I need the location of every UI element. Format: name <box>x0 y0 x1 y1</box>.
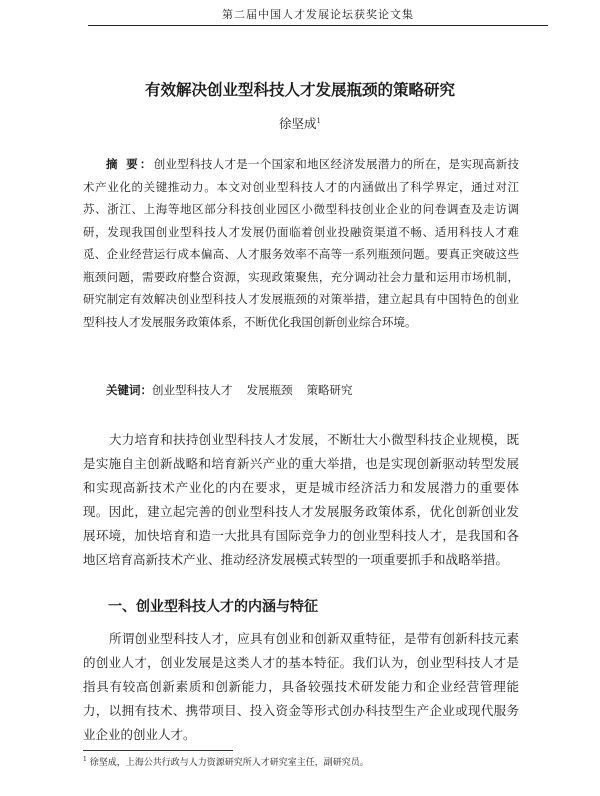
footnote <box>83 755 519 768</box>
author-name: 徐坚成 <box>279 116 317 131</box>
running-header-title: 第二届中国人才发展论坛获奖论文集 <box>222 8 414 21</box>
footnote-rule <box>83 750 233 751</box>
intro-paragraph: 大力培育和扶持创业型科技人才发展，不断壮大小微型科技企业规模，既是实施自主创新战略和培育新兴产业的重大举措，也是实现创新驱动转型发展和实现高新技术产业化的内在要求，更是城市经济活力和发展潜力的重要体现。因此，建立起完善的创业型科技人才发展服务政策体系，优化创新创业发展环境，加快培育和造一大批具有国际竞争力的创业型科技人才，是我国和各地区培育高新技术产业、推动经济发展模式转型的一项重要抓手和战略举措。 <box>83 432 519 567</box>
abstract-label: 摘 要： <box>106 157 154 171</box>
keywords <box>106 382 367 398</box>
author-line <box>0 114 600 132</box>
keyword-3: 策略研究 <box>306 383 353 397</box>
author-footnote-mark: 1 <box>316 116 321 125</box>
footnote-text: 徐坚成，上海公共行政与人力资源研究所人才研究室主任，副研究员。 <box>89 758 369 768</box>
abstract <box>83 153 519 333</box>
abstract-text: 创业型科技人才是一个国家和地区经济发展潜力的所在，是实现高新技术产业化的关键推动力。本文对创业型科技人才的内涵做出了科学界定，通过对江苏、浙江、上海等地区部分科技创业园区小微型科技创业企业的问卷调查及走访调研，发现我国创业型科技人才发展仍面临着创业投融资渠道不畅、适用科技人才难觅、企业经营运行成本偏高、人才服务效率不高等一系列瓶颈问题。要真正突破这些瓶颈问题，需要政府整合资源，实现政策聚焦，充分调动社会力量和运用市场机制，研究制定有效解决创业型科技人才发展瓶颈的对策举措，建立起具有中国特色的创业型科技人才发展服务政策体系，不断优化我国创新创业综合环境。 <box>83 157 519 329</box>
section-1-paragraph: 所谓创业型科技人才，应具有创业和创新双重特征，是带有创新科技元素的创业人才，创业发展是这类人才的基本特征。我们认为，创业型科技人才是指具有较高创新素质和创新能力，具备较强技术研发能力和企业经营管理能力，以拥有技术、携带项目、投入资金等形式创办科技型生产企业或现代服务业企业的创业人才。 <box>83 631 519 742</box>
keyword-2: 发展瓶颈 <box>246 383 293 397</box>
keywords-label: 关键词： <box>106 383 152 397</box>
running-header <box>88 6 548 26</box>
paper-title: 有效解决创业型科技人才发展瓶颈的策略研究 <box>144 81 455 99</box>
section-1-heading: 一、创业型科技人才的内涵与特征 <box>108 599 318 615</box>
footnote-mark: 1 <box>83 756 87 763</box>
keyword-1: 创业型科技人才 <box>152 383 233 397</box>
